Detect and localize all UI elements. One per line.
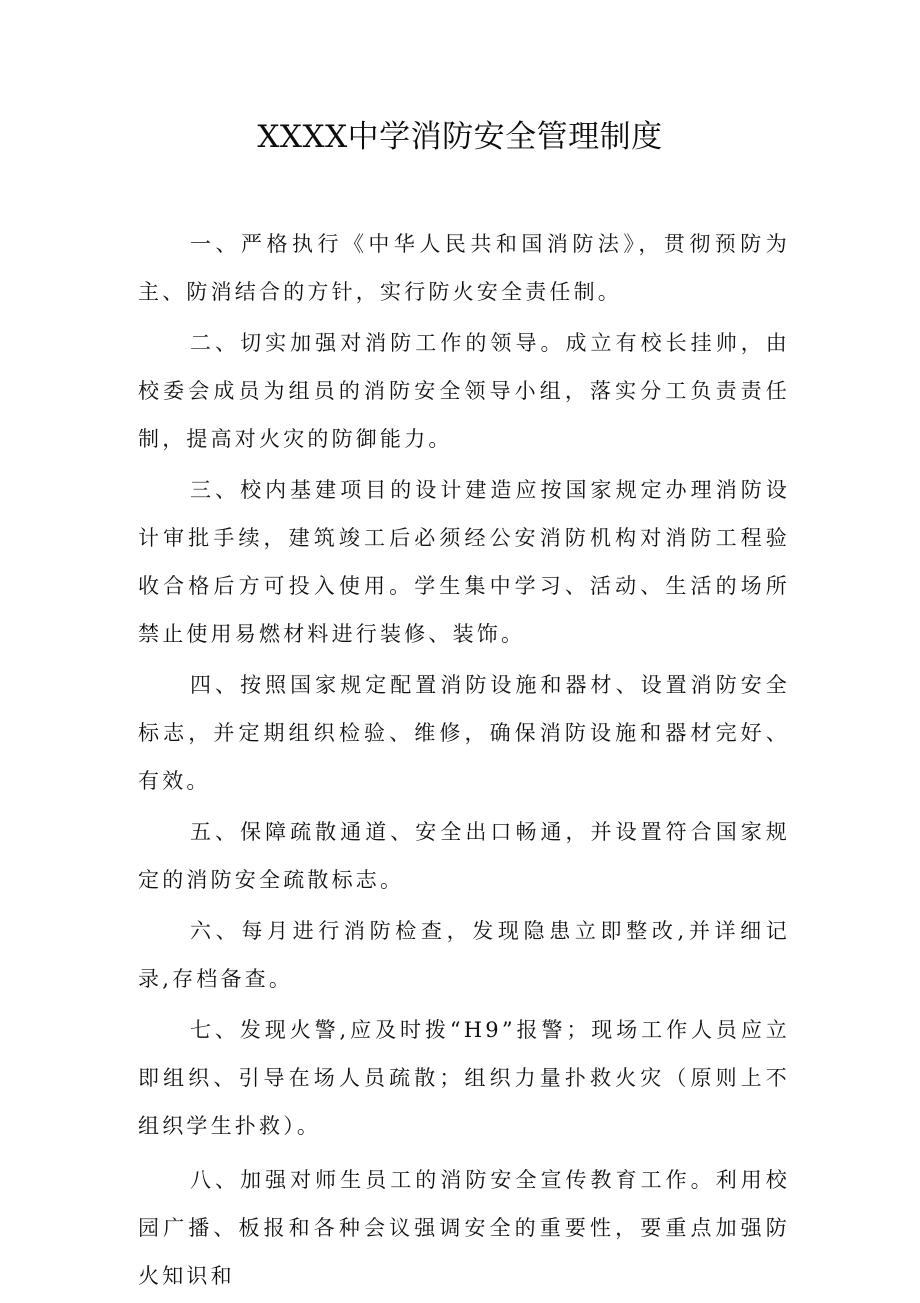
document-title: XXXX中学消防安全管理制度 <box>257 119 663 155</box>
paragraph-2: 二、切实加强对消防工作的领导。成立有校长挂帅，由校委会成员为组员的消防安全领导小组，落实分工负责责任制，提高对火灾的防御能力。 <box>138 331 790 451</box>
paragraph-5: 五、保障疏散通道、安全出口畅通，并设置符合国家规定的消防安全疏散标志。 <box>138 820 790 892</box>
document-body <box>138 220 790 1303</box>
paragraph-3: 三、校内基建项目的设计建造应按国家规定办理消防设计审批手续，建筑竣工后必须经公安消防机构对消防工程验收合格后方可投入使用。学生集中学习、活动、生活的场所禁止使用易燃材料进行装修、装饰。 <box>138 478 790 646</box>
paragraph-8: 八、加强对师生员工的消防安全宣传教育工作。利用校园广播、板报和各种会议强调安全的重要性，要重点加强防火知识和 <box>138 1168 790 1288</box>
paragraph-6: 六、每月进行消防检查，发现隐患立即整改,并详细记录,存档备查。 <box>138 919 790 991</box>
paragraph-4: 四、按照国家规定配置消防设施和器材、设置消防安全标志，并定期组织检验、维修，确保消防设施和器材完好、有效。 <box>138 673 790 793</box>
paragraph-7: 七、发现火警,应及时拨“H9”报警；现场工作人员应立即组织、引导在场人员疏散；组织力量扑救火灾（原则上不组织学生扑救）。 <box>138 1018 790 1138</box>
paragraph-1: 一、严格执行《中华人民共和国消防法》，贯彻预防为主、防消结合的方针，实行防火安全责任制。 <box>138 232 790 304</box>
